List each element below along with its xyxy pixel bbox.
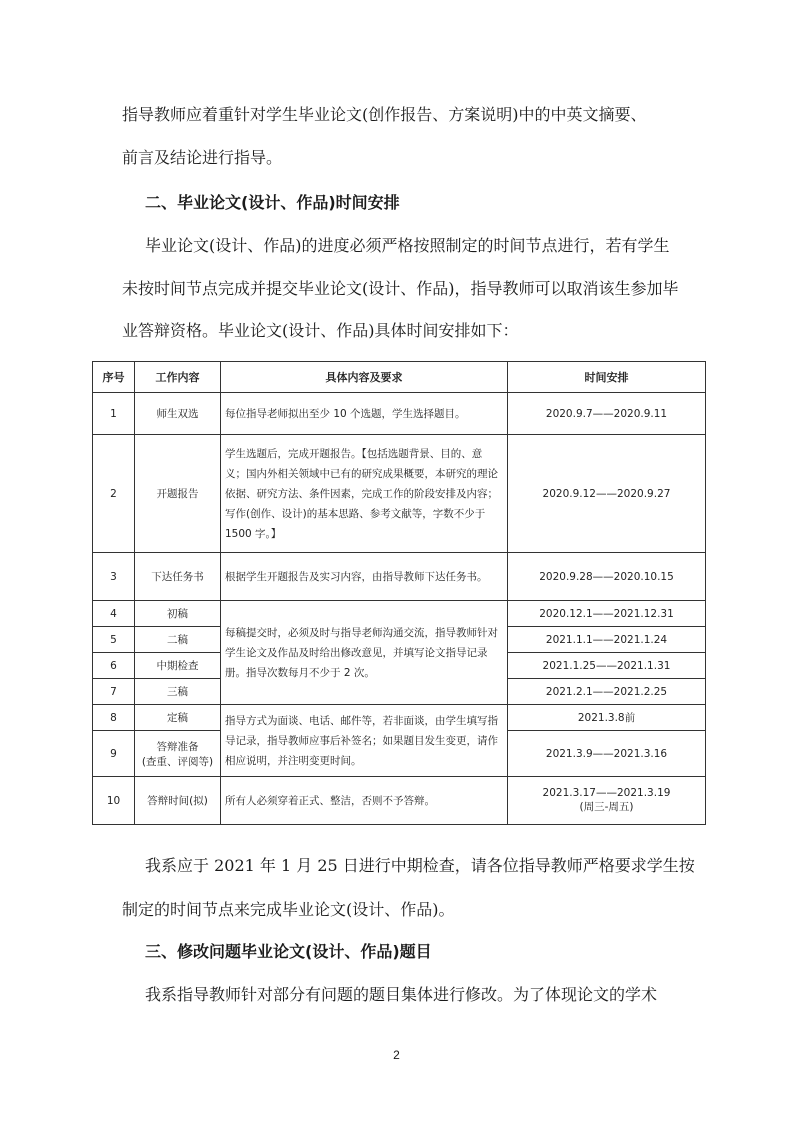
row-number: 4	[93, 601, 135, 627]
time-label: 2021.3.17——2021.3.19	[542, 787, 671, 799]
task-cell: 中期检查	[135, 653, 221, 679]
row-number: 5	[93, 627, 135, 653]
requirement-cell: 每位指导老师拟出至少 10 个选题，学生选择题目。	[221, 393, 508, 435]
table-row	[93, 435, 706, 553]
task-cell: 答辩时间(拟)	[135, 777, 221, 825]
page-number: 2	[393, 1048, 400, 1062]
task-sublabel: (查重、评阅等)	[141, 755, 214, 768]
task-cell: 下达任务书	[135, 553, 221, 601]
row-number: 1	[93, 393, 135, 435]
task-cell: 开题报告	[135, 435, 221, 553]
time-cell: 2021.3.8前	[508, 705, 706, 731]
table-row	[93, 601, 706, 627]
time-cell: 2021.1.25——2021.1.31	[508, 653, 706, 679]
paragraph-line: 指导教师应着重针对学生毕业论文(创作报告、方案说明)中的中英文摘要、	[122, 105, 647, 124]
task-cell	[135, 731, 221, 777]
section-heading: 三、修改问题毕业论文(设计、作品)题目	[145, 942, 432, 961]
task-cell: 师生双选	[135, 393, 221, 435]
requirement-cell: 所有人必须穿着正式、整洁，否则不予答辩。	[221, 777, 508, 825]
time-cell: 2020.9.28——2020.10.15	[508, 553, 706, 601]
time-cell	[508, 777, 706, 825]
header-cell: 具体内容及要求	[221, 362, 508, 393]
row-number: 10	[93, 777, 135, 825]
task-cell: 二稿	[135, 627, 221, 653]
table-row	[93, 705, 706, 731]
row-number: 9	[93, 731, 135, 777]
paragraph-line: 我系指导教师针对部分有问题的题目集体进行修改。为了体现论文的学术	[145, 985, 658, 1004]
requirement-cell: 学生选题后，完成开题报告。【包括选题背景、目的、意义；国内外相关领域中已有的研究成果概要，本研究的理论依据、研究方法、条件因素，完成工作的阶段安排及内容；写作(创作、设计)的基本思路、参考文献等，字数不少于 1500 字。】	[221, 435, 508, 553]
merged-requirement-cell: 每稿提交时，必须及时与指导老师沟通交流，指导教师针对学生论文及作品及时给出修改意见，并填写论文指导记录册。指导次数每月不少于 2 次。	[221, 601, 508, 705]
row-number: 8	[93, 705, 135, 731]
table-header-row	[93, 362, 706, 393]
paragraph-line: 毕业论文(设计、作品)的进度必须严格按照制定的时间节点进行，若有学生	[145, 236, 670, 255]
time-cell: 2021.3.9——2021.3.16	[508, 731, 706, 777]
header-cell: 时间安排	[508, 362, 706, 393]
task-cell: 定稿	[135, 705, 221, 731]
task-label: 答辩准备	[156, 740, 199, 753]
row-number: 7	[93, 679, 135, 705]
paragraph-line: 未按时间节点完成并提交毕业论文(设计、作品)，指导教师可以取消该生参加毕	[122, 279, 679, 298]
time-sublabel: (周三-周五)	[579, 801, 634, 813]
time-cell: 2020.12.1——2021.12.31	[508, 601, 706, 627]
time-cell: 2021.2.1——2021.2.25	[508, 679, 706, 705]
row-number: 6	[93, 653, 135, 679]
section-heading: 二、毕业论文(设计、作品)时间安排	[145, 193, 400, 212]
paragraph-line: 业答辩资格。毕业论文(设计、作品)具体时间安排如下：	[122, 321, 519, 340]
merged-requirement-cell: 指导方式为面谈、电话、邮件等，若非面谈，由学生填写指导记录，指导教师应事后补签名；如果题目发生变更，请作相应说明，并注明变更时间。	[221, 705, 508, 777]
header-cell: 工作内容	[135, 362, 221, 393]
time-cell: 2020.9.12——2020.9.27	[508, 435, 706, 553]
row-number: 3	[93, 553, 135, 601]
paragraph-line: 前言及结论进行指导。	[122, 148, 283, 167]
requirement-cell: 根据学生开题报告及实习内容，由指导教师下达任务书。	[221, 553, 508, 601]
table-row	[93, 553, 706, 601]
time-cell: 2021.1.1——2021.1.24	[508, 627, 706, 653]
task-cell: 三稿	[135, 679, 221, 705]
time-cell: 2020.9.7——2020.9.11	[508, 393, 706, 435]
paragraph-line: 我系应于 2021 年 1 月 25 日进行中期检查，请各位指导教师严格要求学生按	[145, 856, 695, 875]
paragraph-line: 制定的时间节点来完成毕业论文(设计、作品)。	[122, 900, 455, 919]
task-cell: 初稿	[135, 601, 221, 627]
schedule-table	[92, 361, 706, 825]
table-row	[93, 777, 706, 825]
row-number: 2	[93, 435, 135, 553]
table-row	[93, 393, 706, 435]
header-cell: 序号	[93, 362, 135, 393]
